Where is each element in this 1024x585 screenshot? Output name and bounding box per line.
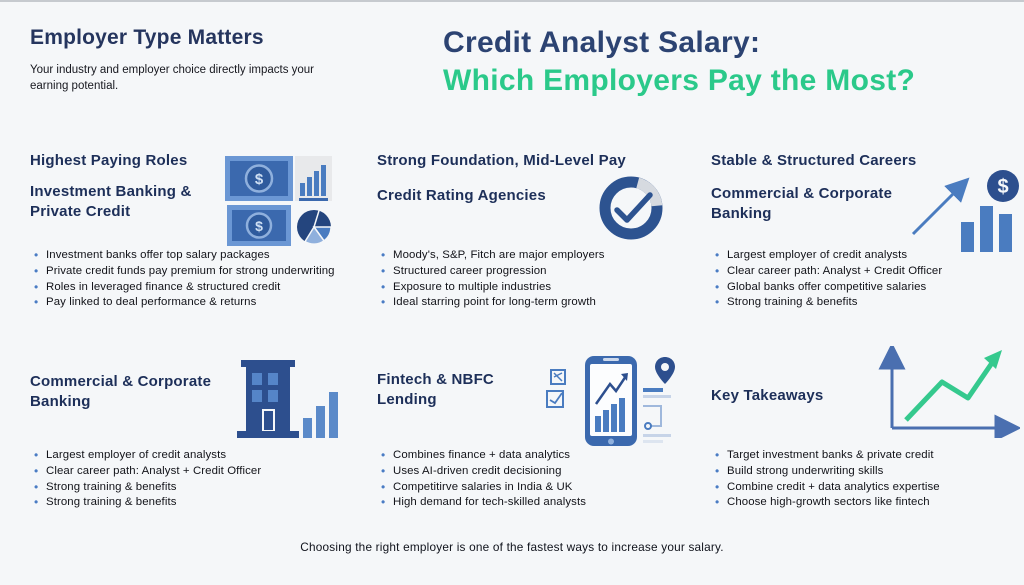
- section-eyebrow: Strong Foundation, Mid-Level Pay: [377, 152, 626, 169]
- donut-check-icon: [595, 172, 667, 244]
- list-item: • Largest employer of credit analysts: [30, 448, 261, 464]
- list-item: • Ideal starring point for long-term growth: [377, 295, 605, 311]
- section-stable-structured-careers: [711, 148, 1021, 318]
- list-item: • Private credit funds pay premium for strong underwriting: [30, 264, 335, 280]
- bullet-dot-icon: •: [34, 248, 39, 262]
- list-item: • Moody's, S&P, Fitch are major employers: [377, 248, 605, 264]
- bullet-dot-icon: •: [715, 479, 720, 494]
- list-item: • Largest employer of credit analysts: [711, 248, 942, 264]
- bullet-dot-icon: •: [381, 463, 386, 478]
- bullet-list: [377, 448, 586, 511]
- list-item: • Strong training & benefits: [711, 295, 942, 311]
- list-item: • Target investment banks & private credit: [711, 448, 940, 464]
- svg-text:$: $: [255, 218, 263, 234]
- bullet-dot-icon: •: [715, 248, 720, 262]
- footer-tagline: Choosing the right employer is one of the fastest ways to increase your salary.: [300, 540, 724, 554]
- bullet-dot-icon: •: [34, 263, 39, 278]
- bullet-dot-icon: •: [34, 448, 39, 462]
- list-item: • Clear career path: Analyst + Credit Officer: [711, 264, 942, 280]
- section-heading: Commercial & Corporate Banking: [30, 373, 212, 410]
- bullet-dot-icon: •: [34, 495, 39, 510]
- money-and-charts-icon: [225, 150, 333, 246]
- list-item: • Choose high-growth sectors like fintech: [711, 495, 940, 511]
- phone-analytics-icon: [543, 354, 678, 449]
- section-heading: Commercial & Corporate Banking: [711, 185, 893, 222]
- list-item: • Roles in leveraged finance & structured credit: [30, 280, 335, 296]
- section-fintech-nbfc-lending: [377, 360, 682, 520]
- intro-title: Employer Type Matters: [30, 26, 264, 49]
- list-item: • Combine credit + data analytics expertise: [711, 480, 940, 496]
- bullet-dot-icon: •: [715, 263, 720, 278]
- bullet-dot-icon: •: [381, 479, 386, 494]
- list-item: • Structured career progression: [377, 264, 605, 280]
- section-commercial-corporate-banking: [30, 360, 365, 520]
- page-title: [443, 24, 1013, 100]
- bullet-dot-icon: •: [34, 279, 39, 294]
- bullet-dot-icon: •: [715, 463, 720, 478]
- bullet-dot-icon: •: [381, 295, 386, 310]
- list-item: • Competitirve salaries in India & UK: [377, 480, 586, 496]
- section-heading: Key Takeaways: [711, 387, 824, 404]
- section-key-takeaways: [711, 360, 1021, 520]
- bullet-dot-icon: •: [715, 279, 720, 294]
- list-item: • Exposure to multiple industries: [377, 280, 605, 296]
- section-heading: Fintech & NBFC Lending: [377, 371, 494, 408]
- section-eyebrow: Stable & Structured Careers: [711, 152, 917, 169]
- page-title-line2: Which Employers Pay the Most?: [443, 64, 916, 97]
- intro-subtitle: Your industry and employer choice directly impacts your earning potential.: [30, 64, 315, 92]
- list-item: • Combines finance + data analytics: [377, 448, 586, 464]
- section-heading: Investment Banking & Private Credit: [30, 183, 192, 220]
- bullet-list: [711, 248, 942, 311]
- section-heading: Credit Rating Agencies: [377, 187, 546, 204]
- list-item: • Pay linked to deal performance & returns: [30, 295, 335, 311]
- section-highest-paying-roles: [30, 148, 365, 318]
- list-item: • Build strong underwriting skills: [711, 464, 940, 480]
- list-item: • Strong training & benefits: [30, 495, 261, 511]
- svg-text:$: $: [997, 176, 1009, 198]
- list-item: • Uses AI-driven credit decisioning: [377, 464, 586, 480]
- bullet-dot-icon: •: [381, 263, 386, 278]
- bullet-dot-icon: •: [381, 448, 386, 462]
- bullet-list: [30, 248, 335, 311]
- list-item: • Strong training & benefits: [30, 480, 261, 496]
- growth-dollar-icon: [905, 168, 1021, 252]
- list-item: • Global banks offer competitive salaries: [711, 280, 942, 296]
- bullet-dot-icon: •: [34, 479, 39, 494]
- axes-growth-icon: [878, 346, 1020, 438]
- building-chart-icon: [223, 360, 341, 438]
- section-eyebrow: Highest Paying Roles: [30, 152, 188, 169]
- section-credit-rating-agencies: [377, 148, 682, 318]
- bullet-list: [711, 448, 940, 511]
- bullet-dot-icon: •: [381, 248, 386, 262]
- bullet-dot-icon: •: [34, 463, 39, 478]
- page-title-line1: Credit Analyst Salary:: [443, 26, 761, 59]
- top-edge-line: [0, 0, 1024, 2]
- bullet-list: [30, 448, 261, 511]
- bullet-dot-icon: •: [34, 295, 39, 310]
- list-item: • High demand for tech-skilled analysts: [377, 495, 586, 511]
- bullet-dot-icon: •: [381, 279, 386, 294]
- bullet-list: [377, 248, 605, 311]
- list-item: • Investment banks offer top salary packages: [30, 248, 335, 264]
- bullet-dot-icon: •: [715, 495, 720, 510]
- svg-text:$: $: [254, 171, 264, 188]
- bullet-dot-icon: •: [715, 295, 720, 310]
- intro-block: [30, 26, 390, 94]
- list-item: • Clear career path: Analyst + Credit Officer: [30, 464, 261, 480]
- bullet-dot-icon: •: [715, 448, 720, 462]
- bullet-dot-icon: •: [381, 495, 386, 510]
